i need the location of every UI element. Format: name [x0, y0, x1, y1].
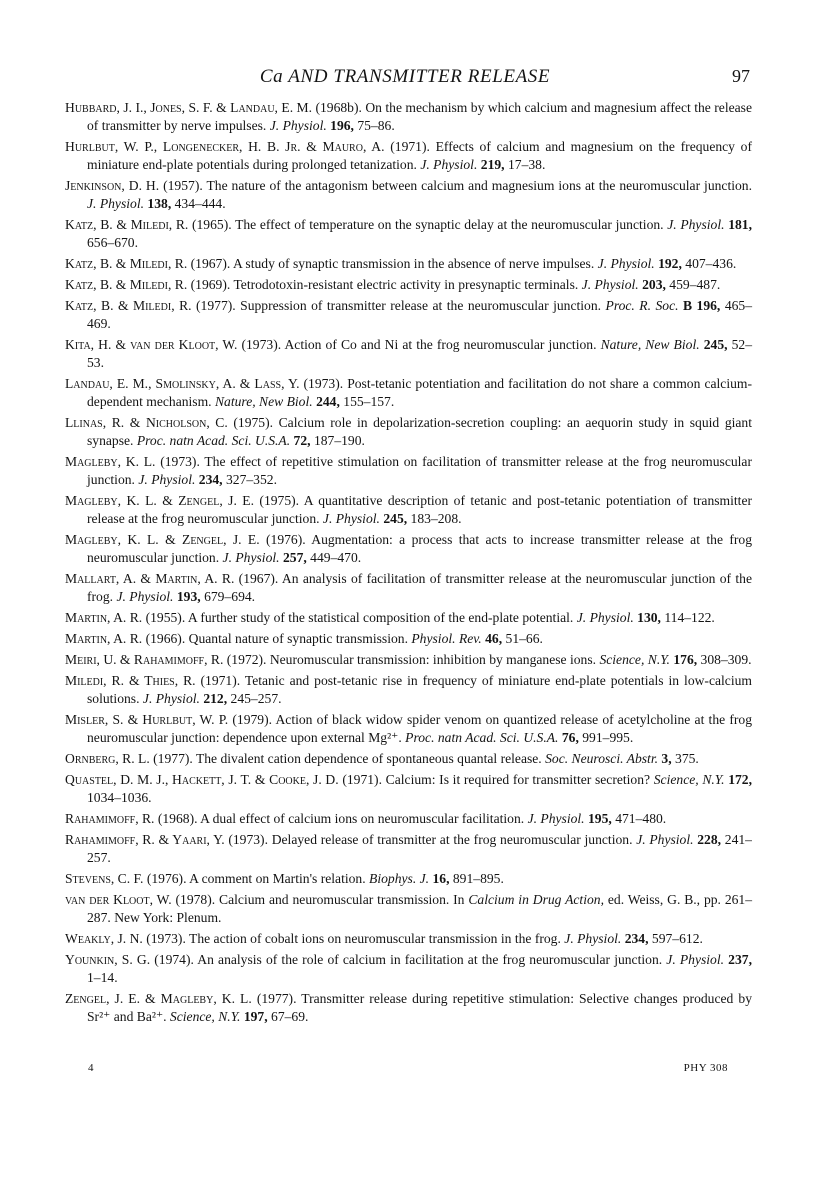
reference-entry [65, 771, 752, 807]
reference-journal: J. Physiol. [142, 691, 200, 706]
signature-mark: 4 [88, 1062, 94, 1074]
reference-authors: Katz, B. & Miledi, R. [65, 256, 188, 271]
reference-pages: 1034–1036. [87, 790, 152, 805]
reference-journal: J. Physiol. [564, 931, 622, 946]
reference-authors: Hurlbut, W. P., Longenecker, H. B. Jr. & Mauro, A. [65, 139, 385, 154]
reference-journal: Nature, New Biol. [214, 394, 313, 409]
reference-authors: Katz, B. & Miledi, R. [65, 277, 188, 292]
reference-entry [65, 870, 752, 888]
reference-authors: Martin, A. R. [65, 631, 143, 646]
reference-volume: 46, [485, 631, 503, 646]
reference-title: An analysis of facilitation of transmitter release at the neuromuscular junction of the frog. [87, 571, 752, 604]
reference-entry [65, 951, 752, 987]
reference-year: (1967). [238, 571, 279, 586]
reference-volume: 172, [728, 772, 752, 787]
reference-journal: Science, N.Y. [599, 652, 670, 667]
reference-entry [65, 177, 752, 213]
reference-authors: Hubbard, J. I., Jones, S. F. & Landau, E. M. [65, 100, 313, 115]
reference-journal: Calcium in Drug Action, [468, 892, 604, 907]
reference-year: (1968b). [315, 100, 362, 115]
reference-entry [65, 255, 752, 273]
reference-title: Effects of calcium and magnesium on the frequency of miniature end-plate potentials during prolonged tetanization. [87, 139, 753, 172]
reference-title: The divalent cation dependence of spontaneous quantal release. [195, 751, 542, 766]
reference-journal: J. Physiol. [666, 952, 725, 967]
reference-year: (1977). [196, 298, 236, 313]
reference-pages: 327–352. [225, 472, 277, 487]
reference-year: (1976). [266, 532, 306, 547]
reference-volume: 203, [642, 277, 666, 292]
reference-journal: J. Physiol. [527, 811, 585, 826]
printer-code: PHY 308 [683, 1062, 728, 1074]
reference-volume: 16, [432, 871, 450, 886]
page-header [60, 66, 750, 90]
reference-title: The effect of temperature on the synaptic delay at the neuromuscular junction. [235, 217, 664, 232]
reference-volume: 72, [293, 433, 311, 448]
reference-journal: Proc. natn Acad. Sci. U.S.A. [405, 730, 559, 745]
reference-entry [65, 810, 752, 828]
reference-pages: 1–14. [87, 970, 118, 985]
reference-pages: 471–480. [615, 811, 667, 826]
reference-journal: Proc. natn Acad. Sci. U.S.A. [136, 433, 291, 448]
reference-title: Suppression of transmitter release at the neuromuscular junction. [240, 298, 602, 313]
reference-journal: Physiol. Rev. [411, 631, 482, 646]
reference-pages: 183–208. [410, 511, 462, 526]
reference-authors: Magleby, K. L. & Zengel, J. E. [65, 493, 254, 508]
reference-title: Tetrodotoxin-resistant electric activity in presynaptic terminals. [233, 277, 579, 292]
reference-pages: 459–487. [669, 277, 721, 292]
reference-pages: 407–436. [685, 256, 737, 271]
reference-year: (1966). [145, 631, 186, 646]
reference-title: Neuromuscular transmission: inhibition by manganese ions. [269, 652, 597, 667]
reference-authors: Katz, B. & Miledi, R. [65, 217, 189, 232]
reference-title: A study of synaptic transmission in the absence of nerve impulses. [232, 256, 595, 271]
reference-year: (1973). [303, 376, 344, 391]
reference-authors: Weakly, J. N. [65, 931, 143, 946]
reference-volume: 130, [637, 610, 661, 625]
reference-journal: J. Physiol. [597, 256, 655, 271]
reference-list [65, 99, 752, 1029]
reference-year: (1975). [233, 415, 274, 430]
reference-entry [65, 630, 752, 648]
reference-authors: Meiri, U. & Rahamimoff, R. [65, 652, 224, 667]
reference-pages: 67–69. [271, 1009, 309, 1024]
reference-year: (1971). [390, 139, 430, 154]
reference-volume: 3, [661, 751, 672, 766]
reference-entry [65, 930, 752, 948]
reference-volume: 195, [588, 811, 612, 826]
reference-year: (1972). [226, 652, 267, 667]
reference-journal: J. Physiol. [420, 157, 478, 172]
reference-volume: 257, [282, 550, 307, 565]
reference-authors: Katz, B. & Miledi, R. [65, 298, 192, 313]
reference-authors: van der Kloot, W. [65, 892, 172, 907]
reference-pages: 245–257. [230, 691, 282, 706]
reference-year: (1969). [190, 277, 231, 292]
reference-pages: ed. Weiss, G. B., pp. 261–287. New York: Plenum. [87, 892, 753, 925]
reference-authors: Rahamimoff, R. [65, 811, 155, 826]
reference-volume: 196, [330, 118, 354, 133]
reference-title: Action of black widow spider venom on quantized release of acetylcholine at the frog neuromuscular junction: dependence upon external Mg²⁺. [87, 712, 752, 745]
reference-volume: 192, [658, 256, 682, 271]
reference-entry [65, 891, 752, 927]
reference-title: Calcium and neuromuscular transmission. In [219, 892, 465, 907]
reference-journal: Proc. R. Soc. [605, 298, 679, 313]
reference-journal: Soc. Neurosci. Abstr. [545, 751, 659, 766]
reference-pages: 679–694. [204, 589, 256, 604]
reference-authors: Stevens, C. F. [65, 871, 144, 886]
reference-entry [65, 831, 752, 867]
reference-year: (1974). [154, 952, 194, 967]
reference-year: (1973). [160, 454, 200, 469]
reference-pages: 114–122. [664, 610, 715, 625]
reference-pages: 241–257. [87, 832, 752, 865]
reference-volume: 76, [561, 730, 579, 745]
reference-entry [65, 672, 752, 708]
reference-title: Post-tetanic potentiation and facilitation do not share a common calcium-dependent mechanism. [87, 376, 752, 409]
reference-year: (1955). [145, 610, 186, 625]
reference-entry [65, 990, 752, 1026]
reference-volume: 237, [728, 952, 752, 967]
page-number: 97 [732, 66, 750, 86]
reference-entry [65, 570, 752, 606]
reference-authors: Quastel, D. M. J., Hackett, J. T. & Cooke, J. D. [65, 772, 339, 787]
reference-pages: 434–444. [174, 196, 226, 211]
reference-year: (1978). [175, 892, 216, 907]
reference-volume: 245, [703, 337, 728, 352]
reference-journal: Biophys. J. [369, 871, 430, 886]
reference-entry [65, 414, 752, 450]
reference-entry [65, 99, 752, 135]
reference-title: Calcium role in depolarization-secretion coupling: an aequorin study in squid giant synapse. [87, 415, 752, 448]
reference-authors: Younkin, S. G. [65, 952, 151, 967]
reference-entry [65, 453, 752, 489]
reference-year: (1979). [232, 712, 273, 727]
reference-pages: 52–53. [87, 337, 752, 370]
reference-entry [65, 750, 752, 768]
reference-year: (1977). [256, 991, 297, 1006]
reference-year: (1968). [157, 811, 198, 826]
reference-entry [65, 375, 752, 411]
reference-entry [65, 276, 752, 294]
reference-authors: Misler, S. & Hurlbut, W. P. [65, 712, 229, 727]
reference-journal: J. Physiol. [116, 589, 174, 604]
reference-title: The action of cobalt ions on neuromuscular transmission in the frog. [189, 931, 561, 946]
reference-volume: 219, [480, 157, 505, 172]
reference-year: (1977). [153, 751, 193, 766]
reference-volume: 138, [147, 196, 172, 211]
reference-pages: 375. [675, 751, 699, 766]
reference-journal: J. Physiol. [636, 832, 694, 847]
reference-title: Tetanic and post-tetanic rise in frequency of miniature end-plate potentials in low-calcium solutions. [87, 673, 752, 706]
reference-pages: 155–157. [343, 394, 395, 409]
reference-pages: 75–86. [357, 118, 395, 133]
reference-title: An analysis of the role of calcium in facilitation at the frog neuromuscular junction. [197, 952, 663, 967]
reference-title: Delayed release of transmitter at the frog neuromuscular junction. [271, 832, 633, 847]
reference-entry [65, 297, 752, 333]
reference-pages: 991–995. [582, 730, 634, 745]
reference-year: (1976). [146, 871, 187, 886]
reference-authors: Miledi, R. & Thies, R. [65, 673, 196, 688]
reference-pages: 465–469. [87, 298, 753, 331]
reference-pages: 449–470. [310, 550, 362, 565]
reference-year: (1973). [146, 931, 186, 946]
reference-journal: J. Physiol. [667, 217, 725, 232]
page-footer [88, 1062, 728, 1082]
reference-title: Calcium: Is it required for transmitter secretion? [385, 772, 651, 787]
reference-volume: 181, [728, 217, 752, 232]
reference-year: (1965). [191, 217, 232, 232]
reference-authors: Landau, E. M., Smolinsky, A. & Lass, Y. [65, 376, 300, 391]
reference-title: A dual effect of calcium ions on neuromuscular facilitation. [200, 811, 525, 826]
reference-volume: 197, [243, 1009, 268, 1024]
reference-volume: 244, [316, 394, 340, 409]
reference-pages: 308–309. [700, 652, 752, 667]
reference-authors: Zengel, J. E. & Magleby, K. L. [65, 991, 252, 1006]
reference-year: (1967). [190, 256, 231, 271]
reference-entry [65, 609, 752, 627]
reference-entry [65, 711, 752, 747]
reference-authors: Jenkinson, D. H. [65, 178, 160, 193]
reference-volume: 234, [624, 931, 649, 946]
running-title: Ca AND TRANSMITTER RELEASE [259, 66, 551, 87]
reference-journal: Science, N.Y. [653, 772, 725, 787]
reference-journal: J. Physiol. [138, 472, 196, 487]
reference-title: On the mechanism by which calcium and magnesium affect the release of transmitter by nerve impulses. [87, 100, 752, 133]
reference-volume: 212, [203, 691, 228, 706]
reference-entry [65, 138, 752, 174]
reference-year: (1973). [241, 337, 282, 352]
reference-year: (1975). [259, 493, 300, 508]
reference-pages: 17–38. [507, 157, 546, 172]
reference-authors: Ornberg, R. L. [65, 751, 150, 766]
reference-volume: B 196, [683, 298, 721, 313]
reference-journal: J. Physiol. [322, 511, 380, 526]
reference-entry [65, 651, 752, 669]
reference-volume: 193, [176, 589, 201, 604]
reference-year: (1971). [342, 772, 382, 787]
reference-title: Quantal nature of synaptic transmission. [188, 631, 408, 646]
reference-pages: 597–612. [651, 931, 703, 946]
reference-authors: Rahamimoff, R. & Yaari, Y. [65, 832, 225, 847]
reference-journal: Science, N.Y. [169, 1009, 241, 1024]
reference-title: The effect of repetitive stimulation on facilitation of transmitter release at the frog neuromuscular junction. [87, 454, 752, 487]
reference-volume: 176, [673, 652, 698, 667]
reference-title: Augmentation: a process that acts to increase transmitter release at the frog neuromuscular junction. [87, 532, 752, 565]
reference-authors: Magleby, K. L. [65, 454, 156, 469]
reference-title: Action of Co and Ni at the frog neuromuscular junction. [284, 337, 597, 352]
reference-entry [65, 531, 752, 567]
reference-title: The nature of the antagonism between calcium and magnesium ions at the neuromuscular junction. [206, 178, 752, 193]
reference-journal: J. Physiol. [576, 610, 634, 625]
reference-journal: Nature, New Biol. [600, 337, 700, 352]
reference-entry [65, 216, 752, 252]
reference-year: (1957). [163, 178, 203, 193]
reference-volume: 234, [198, 472, 223, 487]
reference-authors: Mallart, A. & Martin, A. R. [65, 571, 235, 586]
reference-pages: 891–895. [452, 871, 504, 886]
reference-volume: 228, [697, 832, 722, 847]
reference-title: A comment on Martin's relation. [189, 871, 366, 886]
reference-year: (1973). [228, 832, 268, 847]
reference-title: A further study of the statistical composition of the end-plate potential. [187, 610, 574, 625]
reference-pages: 656–670. [87, 235, 138, 250]
reference-title: Transmitter release during repetitive stimulation: Selective changes produced by Sr²⁺ and Ba²⁺. [87, 991, 752, 1024]
reference-authors: Kita, H. & van der Kloot, W. [65, 337, 238, 352]
reference-volume: 245, [383, 511, 408, 526]
reference-authors: Martin, A. R. [65, 610, 143, 625]
reference-journal: J. Physiol. [87, 196, 145, 211]
reference-pages: 51–66. [505, 631, 543, 646]
reference-journal: J. Physiol. [581, 277, 639, 292]
reference-title: A quantitative description of tetanic and post-tetanic potentiation of transmitter release at the frog neuromuscular junction. [87, 493, 753, 526]
reference-year: (1971). [200, 673, 241, 688]
reference-entry [65, 336, 752, 372]
reference-entry [65, 492, 752, 528]
reference-authors: Llinas, R. & Nicholson, C. [65, 415, 228, 430]
reference-journal: J. Physiol. [222, 550, 280, 565]
reference-journal: J. Physiol. [269, 118, 327, 133]
reference-pages: 187–190. [313, 433, 365, 448]
reference-authors: Magleby, K. L. & Zengel, J. E. [65, 532, 260, 547]
